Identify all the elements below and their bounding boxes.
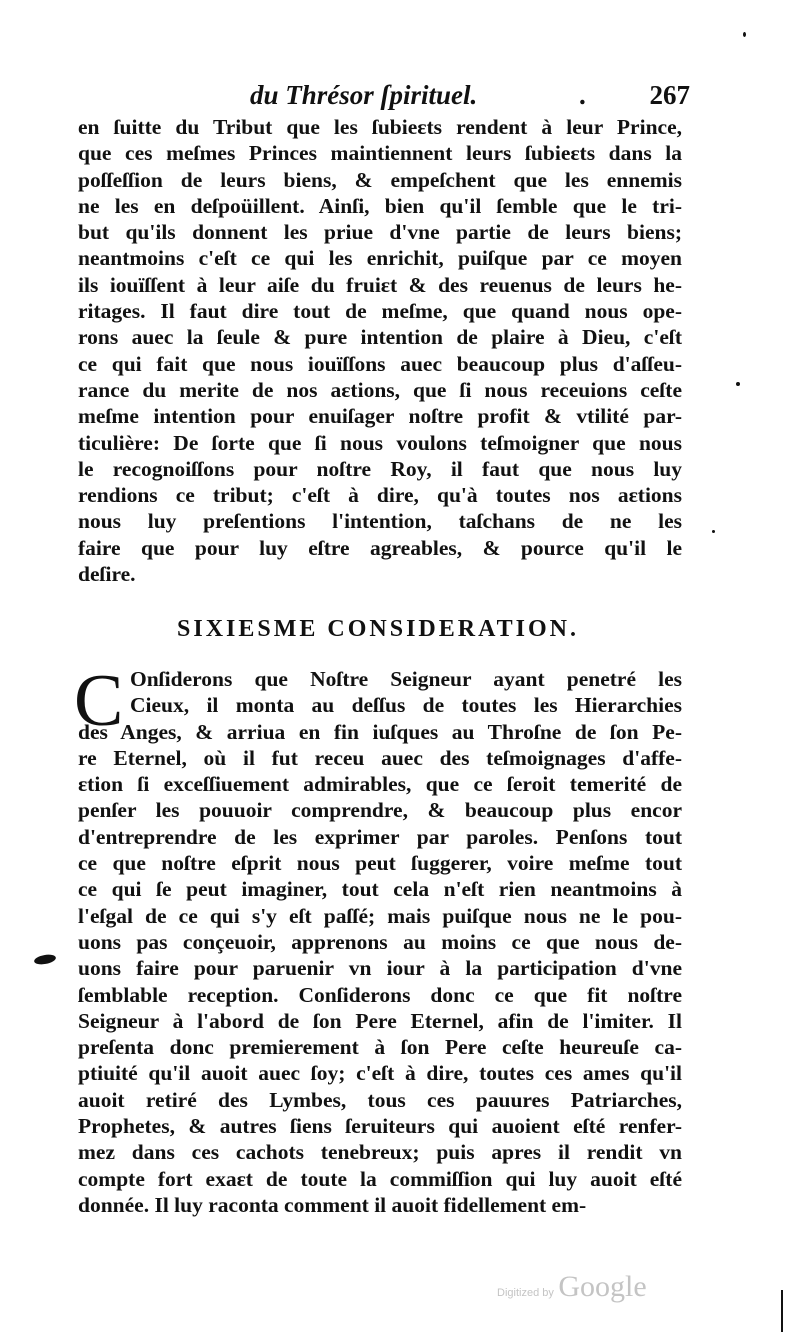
text-line: ticulière: De ſorte que ſi nous voulons teſmoigner que nous: [78, 430, 682, 455]
text-line: donnée. Il luy raconta comment il auoit fidellement em-: [78, 1192, 587, 1217]
paragraph-one: [78, 114, 682, 587]
page-number: 267: [649, 80, 690, 110]
text-line: mez dans ces cachots tenebreux; puis apres il rendit vn: [78, 1140, 682, 1165]
text-line: ſemblable reception. Conſiderons donc ce que fit noſtre: [78, 982, 682, 1007]
watermark-small-text: Digitized by: [497, 1287, 554, 1299]
text-line: ils iouïſſent à leur aiſe du fruiɛt & des reuenus de leurs he-: [78, 272, 682, 297]
edge-line: [781, 1290, 783, 1332]
text-line: ptiuité qu'il auoit auec ſoy; c'eſt à dire, toutes ces ames qu'il: [78, 1061, 682, 1086]
paragraph-two: [78, 666, 682, 1218]
text-line: l'eſgal de ce qui s'y eſt paſſé; mais puiſque nous ne le pou-: [78, 903, 682, 928]
margin-speck: [743, 32, 746, 37]
text-line: ce que noſtre eſprit nous peut ſuggerer, voire meſme tout: [78, 851, 682, 876]
text-line: uons faire pour paruenir vn iour à la participation d'vne: [78, 956, 682, 981]
text-line: des Anges, & arriua en fin iuſques au Throſne de ſon Pe-: [78, 719, 682, 744]
text-line: rons auec la ſeule & pure intention de plaire à Dieu, c'eſt: [78, 325, 682, 350]
text-line: Seigneur à l'abord de ſon Pere Eternel, afin de l'imiter. Il: [78, 1008, 682, 1033]
text-line: faire que pour luy eſtre agreables, & pource qu'il le: [78, 535, 682, 560]
text-line: Cieux, il monta au deſſus de toutes les Hierarchies: [130, 693, 682, 718]
text-line: uons pas conçeuoir, apprenons au moins ce que nous de-: [78, 929, 682, 954]
ink-smudge: [33, 953, 56, 966]
header-dot: .: [580, 80, 587, 110]
text-line: meſme intention pour enuiſager noſtre profit & vtilité par-: [78, 404, 682, 429]
watermark-google-logo: Google: [558, 1270, 647, 1303]
text-line: auoit retiré des Lymbes, tous ces pauures Patriarches,: [78, 1087, 682, 1112]
margin-speck: [736, 382, 740, 386]
margin-speck: [712, 530, 715, 533]
text-line: poſſeſſion de leurs biens, & empeſchent que les ennemis: [78, 167, 682, 192]
text-line: Prophetes, & autres ſiens ſeruiteurs qui auoient eſté renfer-: [78, 1114, 682, 1139]
text-line: but qu'ils donnent les priue d'vne partie de leurs biens;: [78, 220, 682, 245]
text-line: en ſuitte du Tribut que les ſubieɛts rendent à leur Prince,: [78, 115, 682, 139]
text-line: ce qui ſe peut imaginer, tout cela n'eſt rien neantmoins à: [78, 877, 682, 902]
drop-cap: C: [74, 660, 124, 742]
text-line: d'entreprendre de les exprimer par paroles. Penſons tout: [78, 824, 682, 849]
text-line: rance du merite de nos aɛtions, que ſi nous receuions ceſte: [78, 377, 682, 402]
text-line: penſer les pouuoir comprendre, & beaucoup plus encor: [78, 798, 682, 823]
text-line: que ces meſmes Princes maintiennent leurs ſubieɛts dans la: [78, 141, 682, 166]
text-line: ce qui fait que nous iouïſſons auec beaucoup plus d'aſſeu-: [78, 351, 682, 376]
text-line: Onſiderons que Noſtre Seigneur ayant penetré les: [130, 667, 682, 691]
google-watermark: [497, 1270, 647, 1304]
running-header: [250, 80, 690, 116]
text-line: rendions ce tribut; c'eſt à dire, qu'à toutes nos aɛtions: [78, 483, 682, 508]
text-line: preſenta donc premierement à ſon Pere ceſte heureuſe ca-: [78, 1035, 682, 1060]
text-line: neantmoins c'eſt ce qui les enrichit, puiſque par ce moyen: [78, 246, 682, 271]
text-line: deſire.: [78, 562, 136, 587]
text-line: ɛtion ſi exceſſiuement admirables, que ce ſeroit temerité de: [78, 772, 682, 797]
text-line: ritages. Il faut dire tout de meſme, que quand nous ope-: [78, 299, 682, 324]
text-line: ne les en deſpoüillent. Ainſi, bien qu'il ſemble que le tri-: [78, 193, 682, 218]
text-line: le recognoiſſons pour noſtre Roy, il faut que nous luy: [78, 456, 682, 481]
section-heading: SIXIESME CONSIDERATION.: [177, 616, 579, 642]
text-line: nous luy preſentions l'intention, taſchans de ne les: [78, 509, 682, 534]
running-title: du Thrésor ſpirituel.: [250, 80, 478, 110]
text-line: re Eternel, où il fut receu auec des teſmoignages d'affe-: [78, 745, 682, 770]
text-line: compte fort exaɛt de toute la commiſſion qui luy auoit eſté: [78, 1166, 682, 1191]
